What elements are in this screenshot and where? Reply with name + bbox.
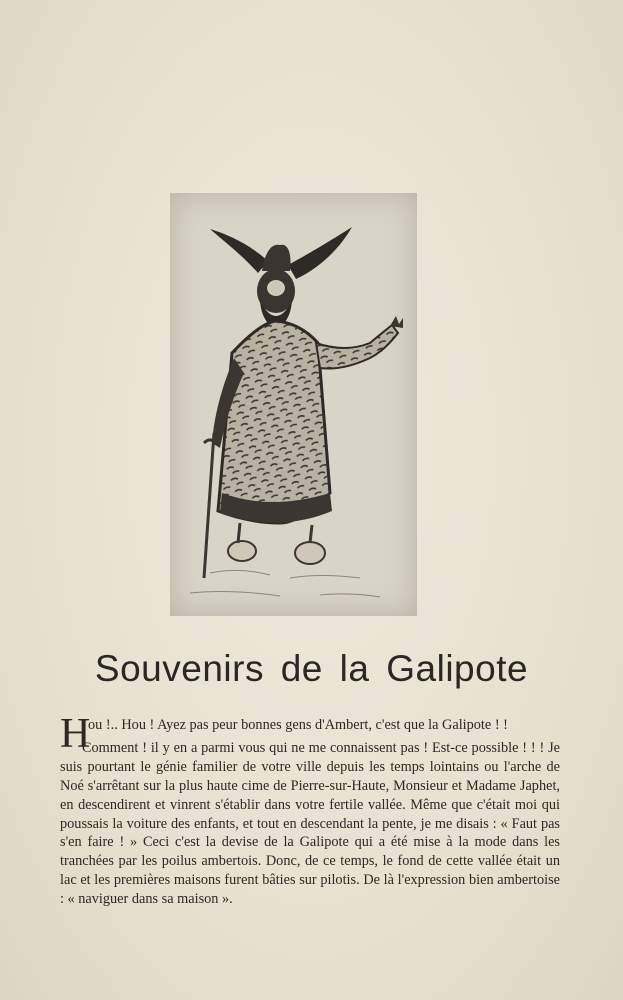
paragraph-1	[60, 711, 560, 757]
galipote-illustration	[170, 193, 417, 616]
paragraph-2: Comment ! il y en a parmi vous qui ne me connaissent pas ! Est-ce possible ! ! ! Je suis pourtant le génie familier de votre ville depuis les temps lointains ou l'arche de Noé s'arrêtant sur la plus haute cime de Pierre-sur-Haute, Monsieur et Madame Japhet, en descendirent et vinrent s'établir dans votre fertile vallée. Même que c'était moi qui poussais la voiture des enfants, et tout en descendant la pente, je me disais : « Faut pas s'en faire ! » Ceci c'est la devise de la Galipote qui a été mise à la mode dans les tranchées par les poilus ambertois. Donc, de ce temps, le fond de cette vallée était un lac et les premières maisons furent bâties sur pilotis. De là l'expression bien ambertoise : « naviguer dans sa maison ».	[60, 739, 560, 908]
galipote-figure-icon	[170, 193, 417, 616]
drop-cap: H	[60, 711, 91, 757]
article-title: Souvenirs de la Galipote	[94, 648, 529, 689]
paragraph-1-text: ou !.. Hou ! Ayez pas peur bonnes gens d'Ambert, c'est que la Galipote ! !	[88, 717, 508, 733]
article-body	[60, 711, 560, 909]
